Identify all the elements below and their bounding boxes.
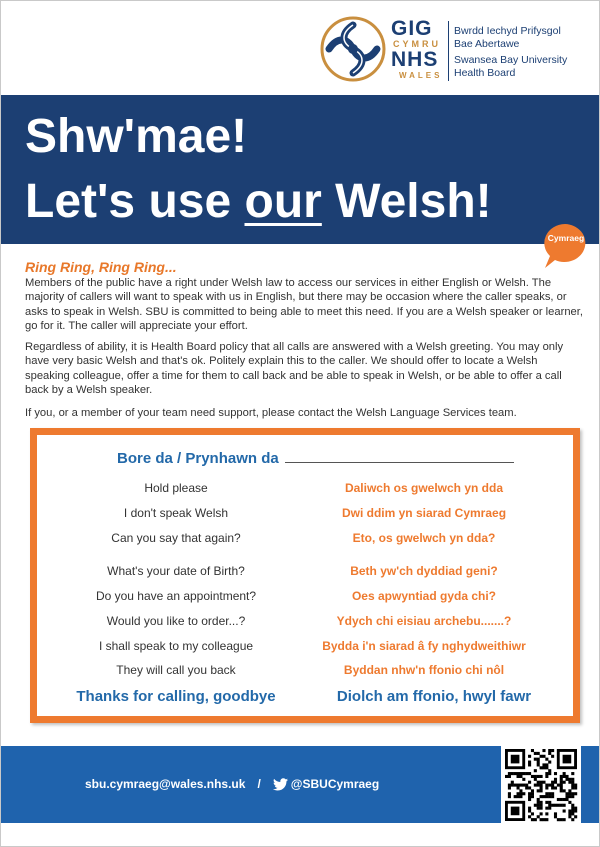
- phrase-english: What's your date of Birth?: [107, 564, 245, 578]
- logo-divider: [448, 21, 449, 81]
- health-board-name: [454, 25, 600, 79]
- title-underlined-word: our: [244, 175, 322, 228]
- phrase-welsh: Dwi ddim yn siarad Cymraeg: [341, 506, 507, 520]
- phrase-welsh: Byddan nhw'n ffonio chi nôl: [343, 663, 505, 677]
- board-english-line1: Swansea Bay University: [454, 54, 568, 66]
- closing-english: Thanks for calling, goodbye: [76, 688, 276, 705]
- paragraph-2: Regardless of ability, it is Health Board policy that all calls are answered with a Welsh greeting. You may only have very basic Welsh and that's ok. Politely explain this to the caller. We should offer to locate a Welsh speaking colleague, offer a time for them to call back and be able to speak in Welsh, or be able to offer a call back by a Welsh speaker.: [25, 341, 564, 397]
- greeting-heading: [117, 450, 514, 467]
- phrase-english: Do you have an appointment?: [95, 589, 257, 603]
- gig-text: GIG: [391, 17, 433, 40]
- paragraph-1: Members of the public have a right under Welsh law to access our services in either English or Welsh. The majority of callers will want to speak with us in English, but there may be occasion where the caller speaks, or asks to speak in Welsh. SBU is committed to being able to meet this need. If you are a Welsh speaker or learner, go for it. The caller will appreciate your effort.: [25, 277, 583, 333]
- phrase-english: They will call you back: [116, 663, 236, 677]
- twitter-handle-link[interactable]: @SBUCymraeg: [290, 777, 380, 791]
- gig-nhs-wordmark: [391, 18, 461, 80]
- paragraph-3: If you, or a member of your team need support, please contact the Welsh Language Services team.: [25, 407, 517, 419]
- cymraeg-badge-label: Cymraeg: [547, 233, 585, 243]
- phrase-welsh: Daliwch os gwelwch yn dda: [344, 481, 504, 495]
- title-prefix: Let's use: [25, 175, 245, 228]
- title-line-1: Shw'mae!: [25, 110, 248, 163]
- greeting-blank-line: [285, 450, 514, 463]
- phrase-english: Would you like to order...?: [106, 614, 246, 628]
- phrase-english: Hold please: [144, 481, 208, 495]
- footer-contact: [85, 777, 379, 791]
- wales-text: WALES: [399, 71, 443, 80]
- nhs-logo: [319, 15, 589, 85]
- cymru-text: CYMRU: [393, 39, 441, 49]
- phrase-welsh: Oes apwyntiad gyda chi?: [351, 589, 497, 603]
- phrase-welsh: Beth yw'ch dyddiad geni?: [350, 564, 498, 578]
- board-english-line2: Health Board: [454, 66, 516, 79]
- contact-separator: /: [257, 777, 261, 791]
- nhs-text: NHS: [391, 48, 439, 71]
- email-link[interactable]: sbu.cymraeg@wales.nhs.uk: [85, 777, 246, 791]
- phrase-welsh: Ydych chi eisiau archebu.......?: [336, 614, 512, 628]
- phrase-english: Can you say that again?: [111, 531, 241, 545]
- phrase-english: I shall speak to my colleague: [98, 639, 254, 653]
- speech-bubble-icon: [541, 222, 589, 270]
- qr-code-icon[interactable]: [501, 745, 581, 825]
- celtic-knot-icon: [319, 15, 387, 83]
- title-suffix: Welsh!: [321, 175, 492, 228]
- section-heading: Ring Ring, Ring Ring...: [25, 259, 177, 275]
- title-line-2: [25, 174, 492, 230]
- greeting-text: Bore da / Prynhawn da: [117, 450, 279, 467]
- closing-welsh: Diolch am ffonio, hwyl fawr: [336, 688, 532, 705]
- twitter-bird-icon: [273, 778, 288, 791]
- phrase-welsh: Eto, os gwelwch yn dda?: [352, 531, 496, 545]
- board-welsh-line2: Bae Abertawe: [454, 37, 520, 50]
- phrase-english: I don't speak Welsh: [123, 506, 229, 520]
- board-welsh-line1: Bwrdd Iechyd Prifysgol: [454, 25, 561, 37]
- phrase-welsh: Bydda i'n siarad â fy nghydweithiwr: [322, 639, 526, 653]
